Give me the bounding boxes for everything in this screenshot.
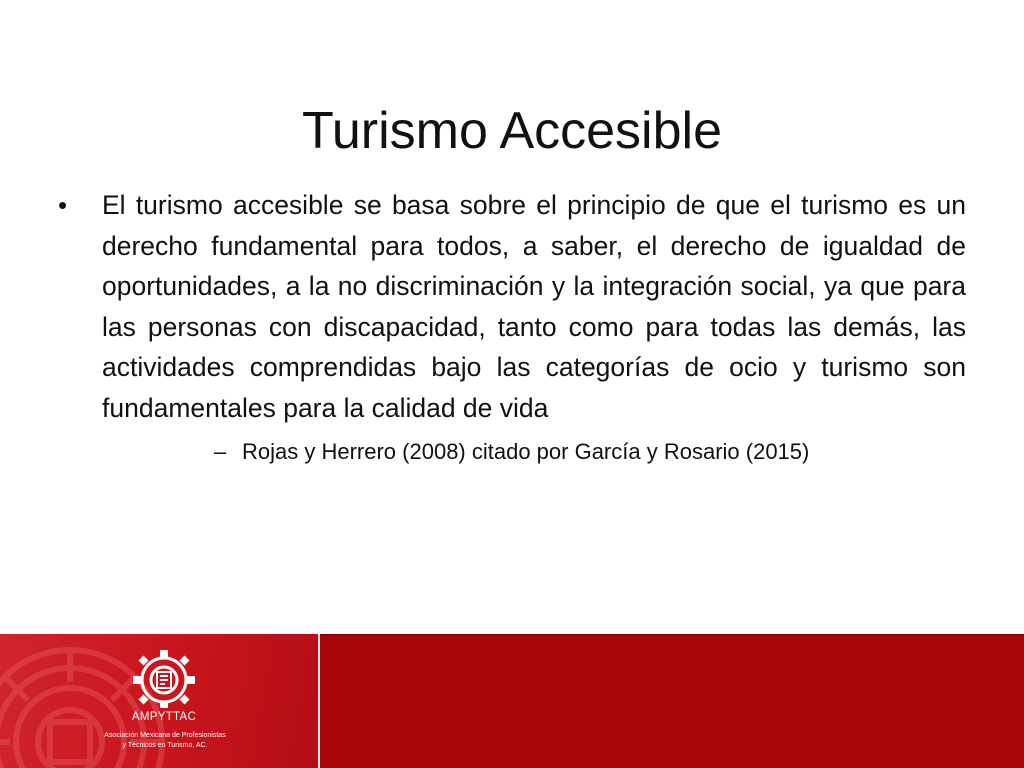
citation-text: Rojas y Herrero (2008) citado por García y Rosario (2015): [242, 439, 810, 464]
bullet-text: El turismo accesible se basa sobre el principio de que el turismo es un derecho fundamental para todos, a saber, el derecho de igualdad de oportunidades, a la no discriminación y la integración social, ya que para las personas con discapacidad, tanto como para todas las demás, las actividades comprendidas bajo las categorías de ocio y turismo son fundamentales para la calidad de vida: [102, 190, 966, 423]
slide-content: [58, 185, 966, 467]
citation-marker: –: [214, 439, 227, 464]
ampyttac-emblem-icon: [127, 650, 201, 708]
footer-top-line: [320, 634, 1024, 636]
bullet-marker: •: [58, 190, 68, 220]
footer-right-panel: [320, 634, 1024, 768]
citation-item: [58, 437, 966, 467]
logo-description-line2: y Técnicos en Turismo, AC.: [122, 742, 208, 749]
logo-name: AMPYTTAC: [131, 711, 197, 723]
bullet-item: [58, 185, 966, 428]
logo-description-line1: Asociación Mexicana de Profesionistas: [104, 732, 226, 739]
slide-title: Turismo Accesible: [302, 101, 722, 160]
logo-description: [90, 731, 240, 751]
